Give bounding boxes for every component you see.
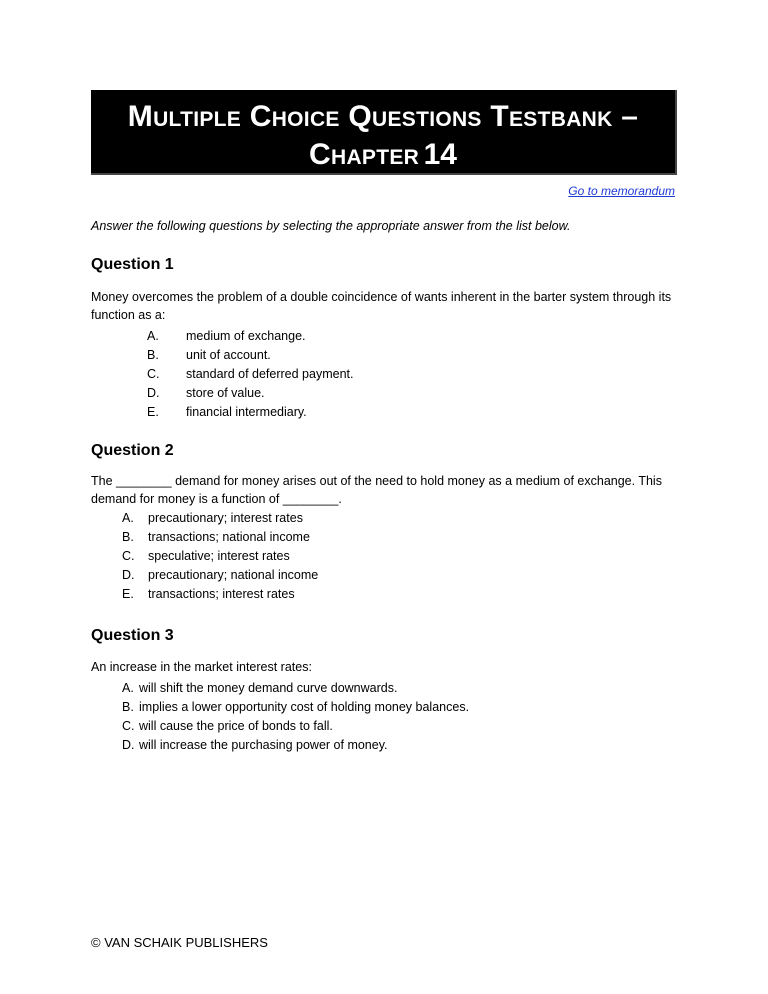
question-1-text: Money overcomes the problem of a double coincidence of wants inherent in the barter system through its function as a: <box>91 290 672 322</box>
option-text: standard of deferred payment. <box>186 367 354 381</box>
question-3-text: An increase in the market interest rates: <box>91 660 312 674</box>
question-2-option-c[interactable] <box>122 547 318 566</box>
question-1-option-e[interactable] <box>147 403 353 422</box>
option-text: transactions; interest rates <box>148 587 295 601</box>
option-text: precautionary; national income <box>148 568 319 582</box>
question-1-option-a[interactable] <box>147 327 353 346</box>
option-letter: E. <box>147 405 159 419</box>
question-2-options <box>122 509 318 604</box>
question-3-option-d[interactable] <box>122 736 469 755</box>
question-1-heading: Question 1 <box>91 256 174 273</box>
question-3-option-b[interactable] <box>122 698 469 717</box>
option-letter: D. <box>147 386 160 400</box>
question-1-option-b[interactable] <box>147 346 353 365</box>
publisher-footer: © VAN SCHAIK PUBLISHERS <box>91 935 268 950</box>
option-letter: A. <box>122 681 134 695</box>
question-2-option-e[interactable] <box>122 585 318 604</box>
title-banner <box>91 90 677 175</box>
option-text: will increase the purchasing power of money. <box>139 738 388 752</box>
title-chapter-number: 14 <box>423 138 457 171</box>
option-letter: A. <box>147 329 159 343</box>
question-2-option-b[interactable] <box>122 528 318 547</box>
option-letter: C. <box>147 367 160 381</box>
question-3-option-a[interactable] <box>122 679 469 698</box>
memorandum-link[interactable]: Go to memorandum <box>568 184 675 198</box>
question-1-options <box>147 327 353 422</box>
question-3-options <box>122 679 469 755</box>
title-line-1: Multiple Choice Questions Testbank – <box>127 100 639 133</box>
instructions: Answer the following questions by selecting the appropriate answer from the list below. <box>91 219 571 233</box>
option-letter: D. <box>122 738 135 752</box>
question-2-option-a[interactable] <box>122 509 318 528</box>
title-chapter-word: Chapter <box>309 138 420 171</box>
option-letter: D. <box>122 568 135 582</box>
option-letter: B. <box>147 348 159 362</box>
option-text: store of value. <box>186 386 265 400</box>
title-line-2 <box>91 136 675 179</box>
option-text: will cause the price of bonds to fall. <box>139 719 333 733</box>
option-text: implies a lower opportunity cost of holding money balances. <box>139 700 470 714</box>
question-3-option-c[interactable] <box>122 717 469 736</box>
question-3-heading: Question 3 <box>91 627 174 644</box>
question-1-option-c[interactable] <box>147 365 353 384</box>
option-letter: A. <box>122 511 134 525</box>
option-letter: C. <box>122 549 135 563</box>
question-2-heading: Question 2 <box>91 442 174 459</box>
question-2-text: The ________ demand for money arises out of the need to hold money as a medium of exchange. This demand for money is a function of ________. <box>91 474 662 506</box>
option-text: medium of exchange. <box>186 329 306 343</box>
option-letter: C. <box>122 719 135 733</box>
question-2-option-d[interactable] <box>122 566 318 585</box>
option-text: speculative; interest rates <box>148 549 290 563</box>
option-text: will shift the money demand curve downwards. <box>139 681 398 695</box>
option-text: unit of account. <box>186 348 271 362</box>
option-text: financial intermediary. <box>186 405 307 419</box>
option-text: precautionary; interest rates <box>148 511 303 525</box>
option-text: transactions; national income <box>148 530 310 544</box>
option-letter: B. <box>122 530 134 544</box>
option-letter: B. <box>122 700 134 714</box>
question-1-option-d[interactable] <box>147 384 353 403</box>
option-letter: E. <box>122 587 134 601</box>
